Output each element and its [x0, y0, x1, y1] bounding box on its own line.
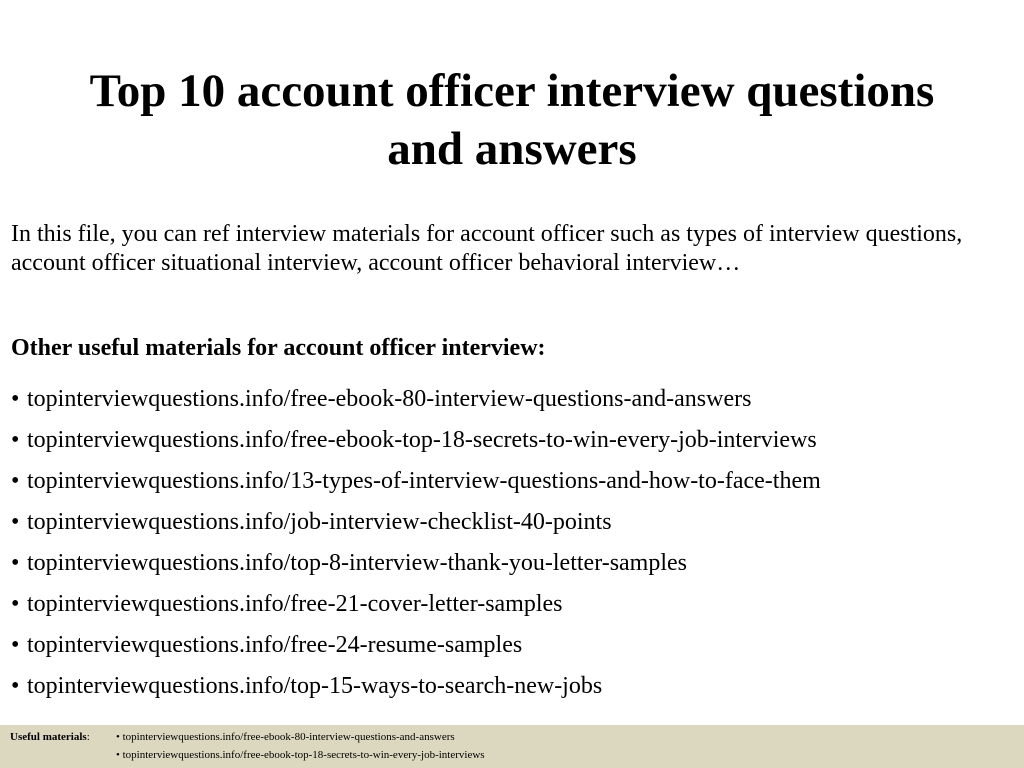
slide-title-line-1: Top 10 account officer interview questions [89, 65, 935, 117]
list-item [11, 426, 1016, 467]
footer-bar [0, 725, 1024, 768]
bullet-icon: • [11, 509, 20, 535]
footer-link[interactable]: • topinterviewquestions.info/free-ebook-top-18-secrets-to-win-every-job-interviews [116, 749, 485, 761]
material-link[interactable]: topinterviewquestions.info/free-24-resume-samples [27, 632, 523, 658]
bullet-icon: • [11, 591, 20, 617]
slide-title [20, 62, 1004, 178]
list-item [11, 467, 1016, 508]
list-item [11, 631, 1016, 672]
list-item [11, 385, 1016, 426]
list-item [11, 672, 1016, 713]
bullet-icon: • [11, 550, 20, 576]
footer-label-colon: : [86, 731, 90, 743]
list-item [11, 590, 1016, 631]
bullet-icon: • [11, 632, 20, 658]
material-link[interactable]: topinterviewquestions.info/free-ebook-top-18-secrets-to-win-every-job-interviews [27, 427, 817, 453]
material-link[interactable]: topinterviewquestions.info/top-8-interview-thank-you-letter-samples [27, 550, 688, 576]
material-link[interactable]: topinterviewquestions.info/free-21-cover-letter-samples [27, 591, 563, 617]
bullet-icon: • [11, 673, 20, 699]
bullet-icon: • [11, 386, 20, 412]
material-link[interactable]: topinterviewquestions.info/job-interview-checklist-40-points [27, 509, 612, 535]
material-link[interactable]: topinterviewquestions.info/free-ebook-80-interview-questions-and-answers [27, 386, 752, 412]
footer-link[interactable]: • topinterviewquestions.info/free-ebook-80-interview-questions-and-answers [116, 731, 455, 743]
bullet-icon: • [11, 468, 20, 494]
bullet-icon: • [11, 427, 20, 453]
footer-label-text: Useful materials [10, 731, 87, 743]
intro-paragraph: In this file, you can ref interview materials for account officer such as types of interview questions, account officer situational interview, account officer behavioral interview… [11, 221, 963, 276]
material-link[interactable]: topinterviewquestions.info/13-types-of-interview-questions-and-how-to-face-them [27, 468, 821, 494]
materials-link-list [11, 385, 1016, 713]
footer-label [10, 730, 90, 744]
materials-heading: Other useful materials for account officer interview: [11, 335, 546, 361]
slide-title-line-2: and answers [387, 123, 637, 175]
material-link[interactable]: topinterviewquestions.info/top-15-ways-to-search-new-jobs [27, 673, 603, 699]
list-item [11, 508, 1016, 549]
list-item [11, 549, 1016, 590]
